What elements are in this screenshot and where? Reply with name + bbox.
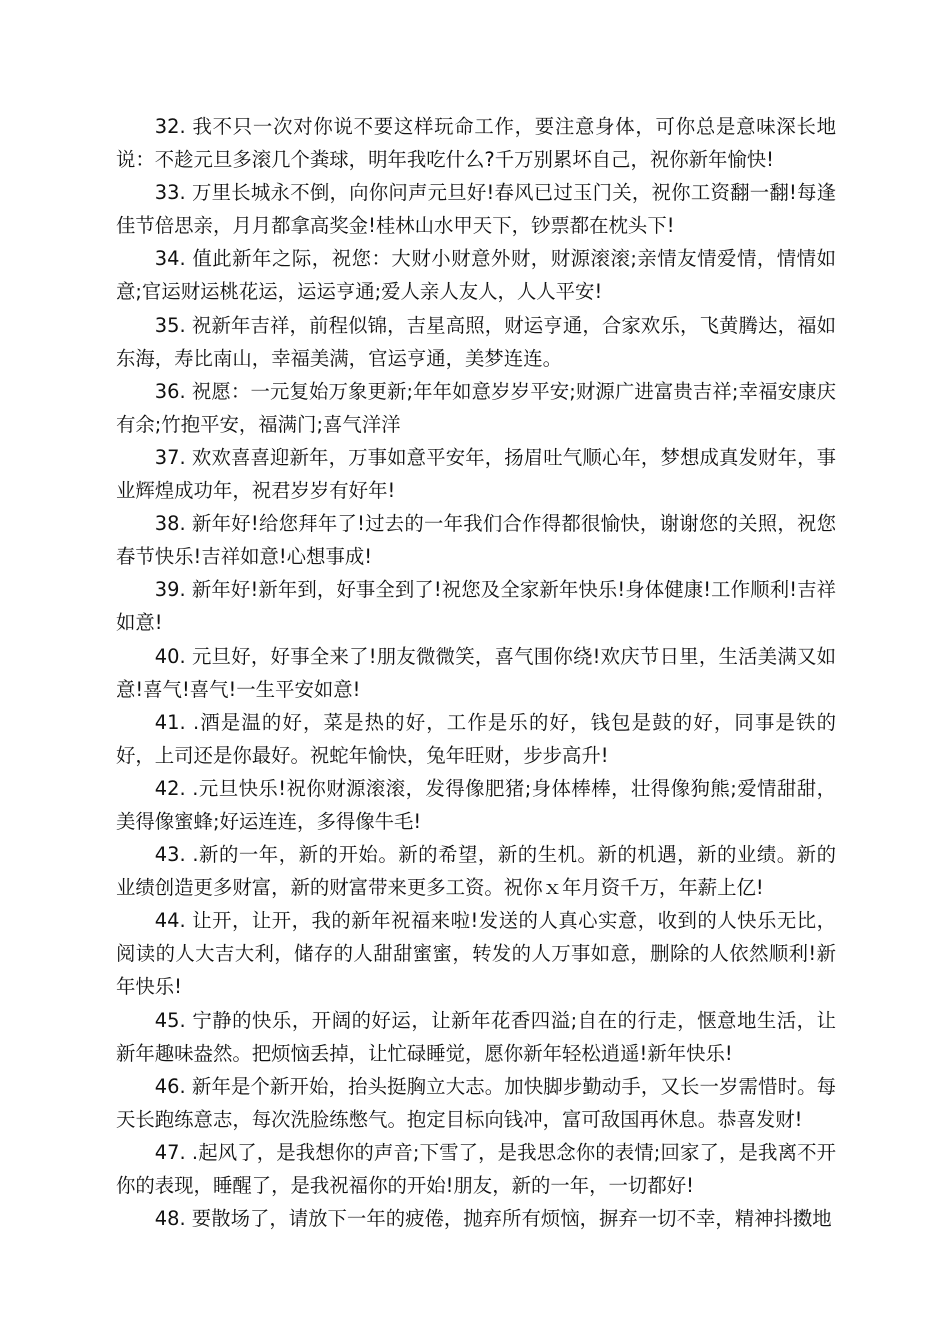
paragraph-40: 40. 元旦好，好事全来了!朋友微微笑，喜气围你绕!欢庆节日里，生活美满又如意!喜气!喜气!一生平安如意! [116,644,836,701]
paragraph-45: 45. 宁静的快乐，开阔的好运，让新年花香四溢;自在的行走，惬意地生活，让新年趣味盎然。把烦恼丢掉，让忙碌睡觉，愿你新年轻松逍遥!新年快乐! [116,1008,836,1065]
paragraph-33: 33. 万里长城永不倒，向你问声元旦好!春风已过玉门关，祝你工资翻一翻!每逢佳节倍思亲，月月都拿高奖金!桂林山水甲天下，钞票都在枕头下! [116,181,836,238]
paragraph-37: 37. 欢欢喜喜迎新年，万事如意平安年，扬眉吐气顺心年，梦想成真发财年，事业辉煌成功年，祝君岁岁有好年! [116,445,836,503]
paragraph-36: 36. 祝愿：一元复始万象更新;年年如意岁岁平安;财源广进富贵吉祥;幸福安康庆有余;竹抱平安，福满门;喜气洋洋 [116,379,836,436]
paragraph-47: 47. .起风了，是我想你的声音;下雪了，是我思念你的表情;回家了，是我离不开你的表现，睡醒了，是我祝福你的开始!朋友，新的一年，一切都好! [116,1140,836,1197]
paragraph-39: 39. 新年好!新年到，好事全到了!祝您及全家新年快乐!身体健康!工作顺利!吉祥如意! [116,578,836,635]
paragraph-42: 42. .元旦快乐!祝你财源滚滚，发得像肥猪;身体棒棒，壮得像狗熊;爱情甜甜，美得像蜜蜂;好运连连，多得像牛毛! [116,776,836,833]
paragraph-44: 44. 让开，让开，我的新年祝福来啦!发送的人真心实意，收到的人快乐无比，阅读的人大吉大利，储存的人甜甜蜜蜜，转发的人万事如意，删除的人依然顺利!新年快乐! [116,909,836,999]
paragraph-35: 35. 祝新年吉祥，前程似锦，吉星高照，财运亨通，合家欢乐，飞黄腾达，福如东海，寿比南山，幸福美满，官运亨通，美梦连连。 [116,313,836,370]
paragraph-34: 34. 值此新年之际，祝您：大财小财意外财，财源滚滚;亲情友情爱情，情情如意;官运财运桃花运，运运亨通;爱人亲人友人，人人平安! [116,247,836,304]
paragraph-41: 41. .酒是温的好，菜是热的好，工作是乐的好，钱包是鼓的好，同事是铁的好，上司还是你最好。祝蛇年愉快，兔年旺财，步步高升! [116,710,836,767]
paragraph-48: 48. 要散场了，请放下一年的疲倦，抛弃所有烦恼，摒弃一切不幸，精神抖擞地 [154,1207,832,1231]
paragraph-46: 46. 新年是个新开始，抬头挺胸立大志。加快脚步勤动手，又长一岁需惜时。每天长跑练意志，每次洗脸练憋气。抱定目标向钱冲，富可敌国再休息。恭喜发财! [116,1074,836,1131]
paragraph-43: 43. .新的一年，新的开始。新的希望，新的生机。新的机遇，新的业绩。新的业绩创造更多财富，新的财富带来更多工资。祝你ｘ年月资千万，年薪上亿! [116,843,836,900]
document-body [116,110,836,1235]
paragraph-32: 32. 我不只一次对你说不要这样玩命工作，要注意身体，可你总是意味深长地说：不趁元旦多滚几个粪球，明年我吃什么?千万别累坏自己，祝你新年愉快! [116,115,836,172]
paragraph-38: 38. 新年好!给您拜年了!过去的一年我们合作得都很愉快，谢谢您的关照，祝您春节快乐!吉祥如意!心想事成! [116,512,836,569]
